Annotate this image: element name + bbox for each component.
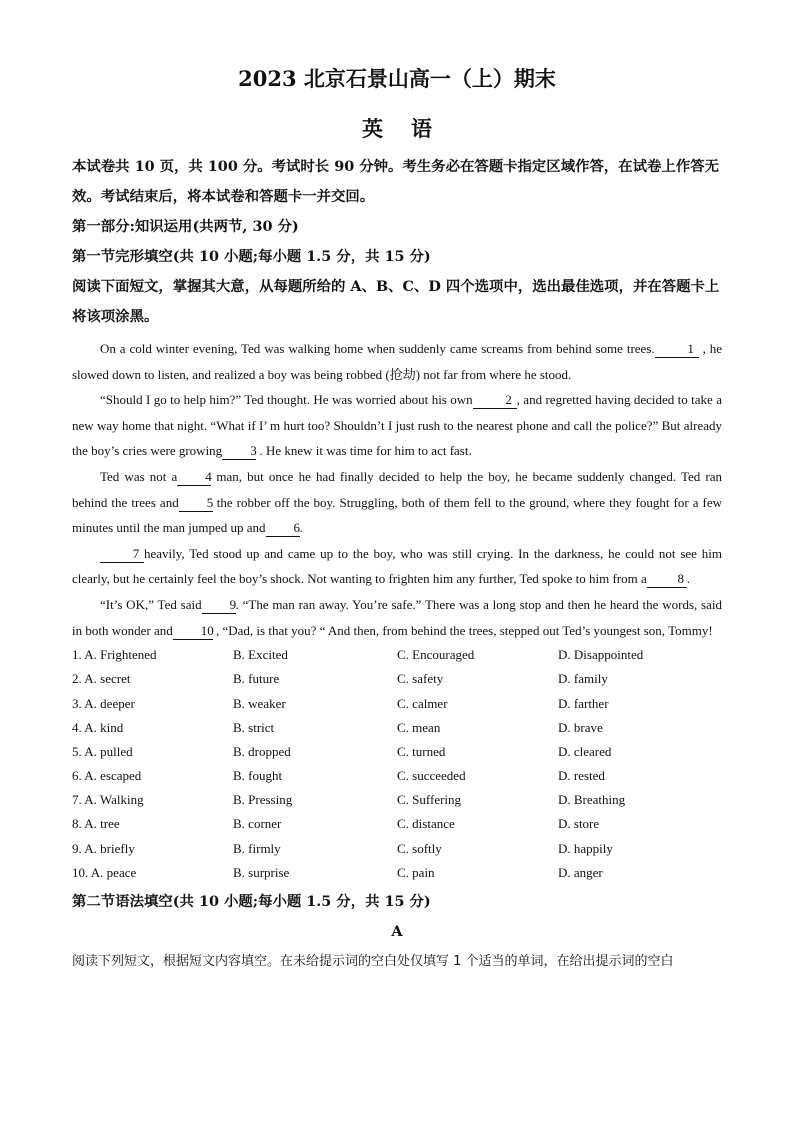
option-b: B. surprise: [233, 864, 290, 880]
paragraph-2: [72, 387, 722, 464]
text: Ted was not a: [100, 468, 178, 484]
option-d: D. Breathing: [558, 792, 626, 808]
text: , “Dad, is that you? “ And then, from behind the trees, stepped out Ted’s youngest son, Tommy!: [215, 622, 713, 638]
option-c: C. turned: [397, 743, 446, 759]
option-c: C. mean: [397, 719, 441, 735]
passage-letter: A: [391, 923, 403, 940]
option-b: B. dropped: [233, 743, 291, 759]
option-a: 5. A. pulled: [72, 743, 133, 759]
option-c: C. calmer: [397, 695, 448, 711]
option-a: 6. A. escaped: [72, 768, 142, 784]
option-b: B. Pressing: [233, 792, 293, 808]
text: . “The man ran away. You’re safe.” There was a long stop and then he heard the words, said in both wonder and: [72, 596, 723, 638]
text: .: [686, 571, 690, 587]
option-row-10: [72, 861, 722, 885]
option-c: C. Suffering: [397, 792, 462, 808]
section1-directions: 阅读下面短文，掌握其大意，从每题所给的 A、B、C、D 四个选项中，选出最佳选项，并在答题卡上将该项涂黑。: [72, 278, 720, 325]
paragraph-4: [72, 541, 722, 592]
option-b: B. corner: [233, 816, 282, 832]
option-row-9: [72, 837, 722, 861]
option-b: B. weaker: [233, 695, 286, 711]
blank-4: 4: [177, 469, 211, 486]
text: heavily, Ted stood up and came up to the boy, who was still crying. In the darkness, he could not see him clearly, but he certainly feel the boy’s shock. Not wanting to frighten him any further, Ted spoke to him from a: [72, 545, 722, 587]
text: “Should I go to help him?” Ted thought. He was worried about his own: [100, 392, 473, 408]
option-c: C. succeeded: [397, 768, 466, 784]
option-a: 7. A. Walking: [72, 792, 144, 808]
paragraph-3: [72, 464, 722, 541]
text: , he slowed down to listen, and realized a boy was being robbed (抢劫) not far from where he stood.: [72, 341, 722, 382]
option-d: D. cleared: [558, 743, 612, 759]
text: the robber off the boy. Struggling, both of them fell to the ground, where they fought for a few minutes until the man jumped up and: [72, 494, 722, 536]
option-a: 2. A. secret: [72, 671, 131, 687]
option-d: D. store: [558, 816, 600, 832]
blank-5: 5: [179, 495, 213, 512]
option-a: 1. A. Frightened: [72, 647, 157, 663]
option-d: D. brave: [558, 719, 603, 735]
option-a: 9. A. briefly: [72, 840, 135, 856]
option-a: 3. A. deeper: [72, 695, 135, 711]
option-c: C. pain: [397, 864, 435, 880]
blank-7: 7: [100, 546, 144, 563]
option-c: C. Encouraged: [397, 647, 475, 663]
blank-6: 6: [266, 520, 300, 537]
option-b: B. Excited: [233, 647, 288, 663]
option-b: B. firmly: [233, 840, 281, 856]
text: .: [299, 520, 303, 536]
option-row-1: [72, 643, 722, 667]
paragraph-5: [72, 592, 722, 643]
subject-title: 英语: [362, 116, 460, 141]
text: , and regretted having decided to take a new way home that night. “What if I’ m hurt too? Shouldn’t I just rush to the nearest phone and call the police?” But already the boy’s cries were growing: [72, 392, 722, 459]
option-row-3: [72, 692, 722, 716]
blank-9: 9: [202, 597, 236, 614]
option-a: 10. A. peace: [72, 864, 137, 880]
option-b: B. future: [233, 671, 280, 687]
blank-10: 10: [173, 623, 213, 640]
text: man, but once he had finally decided to help the boy, he became suddenly changed. Ted ran behind the trees and: [72, 468, 722, 510]
option-c: C. safety: [397, 671, 444, 687]
section1-heading: 第一节完形填空(共 10 小题;每小题 1.5 分，共 15 分): [72, 248, 431, 265]
text: . He knew it was time for him to act fast.: [259, 443, 472, 459]
section2-heading: 第二节语法填空(共 10 小题;每小题 1.5 分，共 15 分): [72, 893, 431, 910]
option-d: D. Disappointed: [558, 647, 644, 663]
exam-page: [72, 58, 722, 977]
option-row-2: [72, 667, 722, 691]
part1-heading: 第一部分:知识运用(共两节, 30 分): [72, 218, 299, 235]
section2-instruction: 阅读下列短文，根据短文内容填空。在未给提示词的空白处仅填写 1 个适当的单词，在给出提示词的空白: [72, 954, 674, 969]
option-c: C. distance: [397, 816, 455, 832]
option-c: C. softly: [397, 840, 442, 856]
option-d: D. rested: [558, 768, 605, 784]
exam-notice: 本试卷共 10 页，共 100 分。考试时长 90 分钟。考生务必在答题卡指定区域作答，在试卷上作答无效。考试结束后，将本试卷和答题卡一并交回。: [72, 158, 719, 205]
text: On a cold winter evening, Ted was walking home when suddenly came screams from behind some trees.: [100, 341, 655, 356]
option-row-5: [72, 740, 722, 764]
blank-1: 1: [655, 341, 699, 358]
answer-options: [72, 643, 722, 885]
option-d: D. anger: [558, 864, 603, 880]
cloze-passage: [72, 336, 722, 643]
paragraph-1: [72, 336, 722, 387]
option-d: D. family: [558, 671, 608, 687]
option-row-6: [72, 764, 722, 788]
option-row-8: [72, 812, 722, 836]
option-row-4: [72, 716, 722, 740]
option-d: D. happily: [558, 840, 613, 856]
option-b: B. strict: [233, 719, 275, 735]
option-d: D. farther: [558, 695, 609, 711]
blank-3: 3: [222, 443, 256, 460]
option-b: B. fought: [233, 768, 283, 784]
option-a: 4. A. kind: [72, 719, 124, 735]
option-row-7: [72, 788, 722, 812]
option-a: 8. A. tree: [72, 816, 120, 832]
text: “It’s OK,” Ted said: [100, 596, 202, 612]
exam-title: 2023 北京石景山高一（上）期末: [238, 66, 556, 91]
blank-2: 2: [473, 392, 517, 409]
blank-8: 8: [647, 571, 687, 588]
